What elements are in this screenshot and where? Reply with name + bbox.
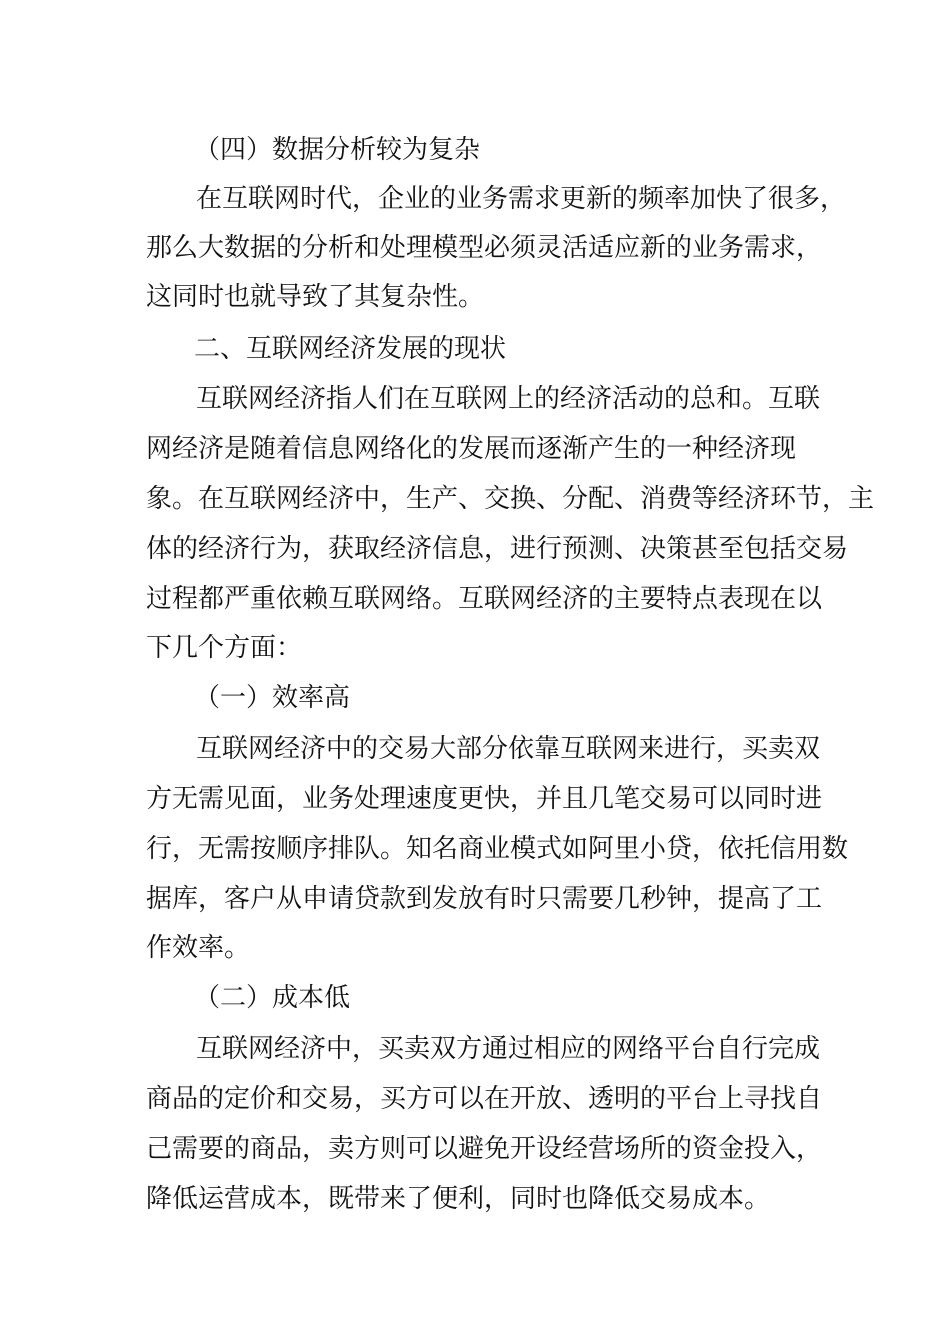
subheading-low-cost: （二）成本低 — [194, 983, 351, 1013]
paragraph-line: 网经济是随着信息网络化的发展而逐渐产生的一种经济现 — [146, 434, 797, 464]
paragraph-line: 体的经济行为，获取经济信息，进行预测、决策甚至包括交易 — [146, 534, 849, 564]
paragraph-line: 过程都严重依赖互联网络。互联网经济的主要特点表现在以 — [146, 584, 823, 614]
paragraph-line: 商品的定价和交易，买方可以在开放、透明的平台上寻找自 — [146, 1084, 823, 1114]
paragraph-line: 作效率。 — [146, 933, 251, 963]
paragraph-line: 降低运营成本，既带来了便利，同时也降低交易成本。 — [146, 1184, 771, 1214]
paragraph-line: 方无需见面，业务处理速度更快，并且几笔交易可以同时进 — [146, 784, 823, 814]
paragraph-line: 己需要的商品，卖方则可以避免开设经营场所的资金投入， — [146, 1134, 823, 1164]
subheading-data-analysis: （四）数据分析较为复杂 — [194, 135, 481, 165]
subheading-efficiency: （一）效率高 — [194, 683, 351, 713]
paragraph-line: 据库，客户从申请贷款到发放有时只需要几秒钟，提高了工 — [146, 884, 823, 914]
paragraph-line: 象。在互联网经济中，生产、交换、分配、消费等经济环节，主 — [146, 484, 875, 514]
section-heading: 二、互联网经济发展的现状 — [194, 334, 507, 364]
paragraph-line: 那么大数据的分析和处理模型必须灵活适应新的业务需求， — [146, 233, 823, 263]
paragraph-line: 在互联网时代，企业的业务需求更新的频率加快了很多， — [196, 184, 847, 214]
paragraph-line: 互联网经济指人们在互联网上的经济活动的总和。互联 — [196, 384, 821, 414]
paragraph-line: 互联网经济中的交易大部分依靠互联网来进行，买卖双 — [196, 734, 821, 764]
paragraph-line: 下几个方面： — [146, 633, 303, 663]
paragraph-line: 互联网经济中，买卖双方通过相应的网络平台自行完成 — [196, 1034, 821, 1064]
paragraph-line: 行，无需按顺序排队。知名商业模式如阿里小贷，依托信用数 — [146, 834, 849, 864]
paragraph-line: 这同时也就导致了其复杂性。 — [146, 282, 485, 312]
